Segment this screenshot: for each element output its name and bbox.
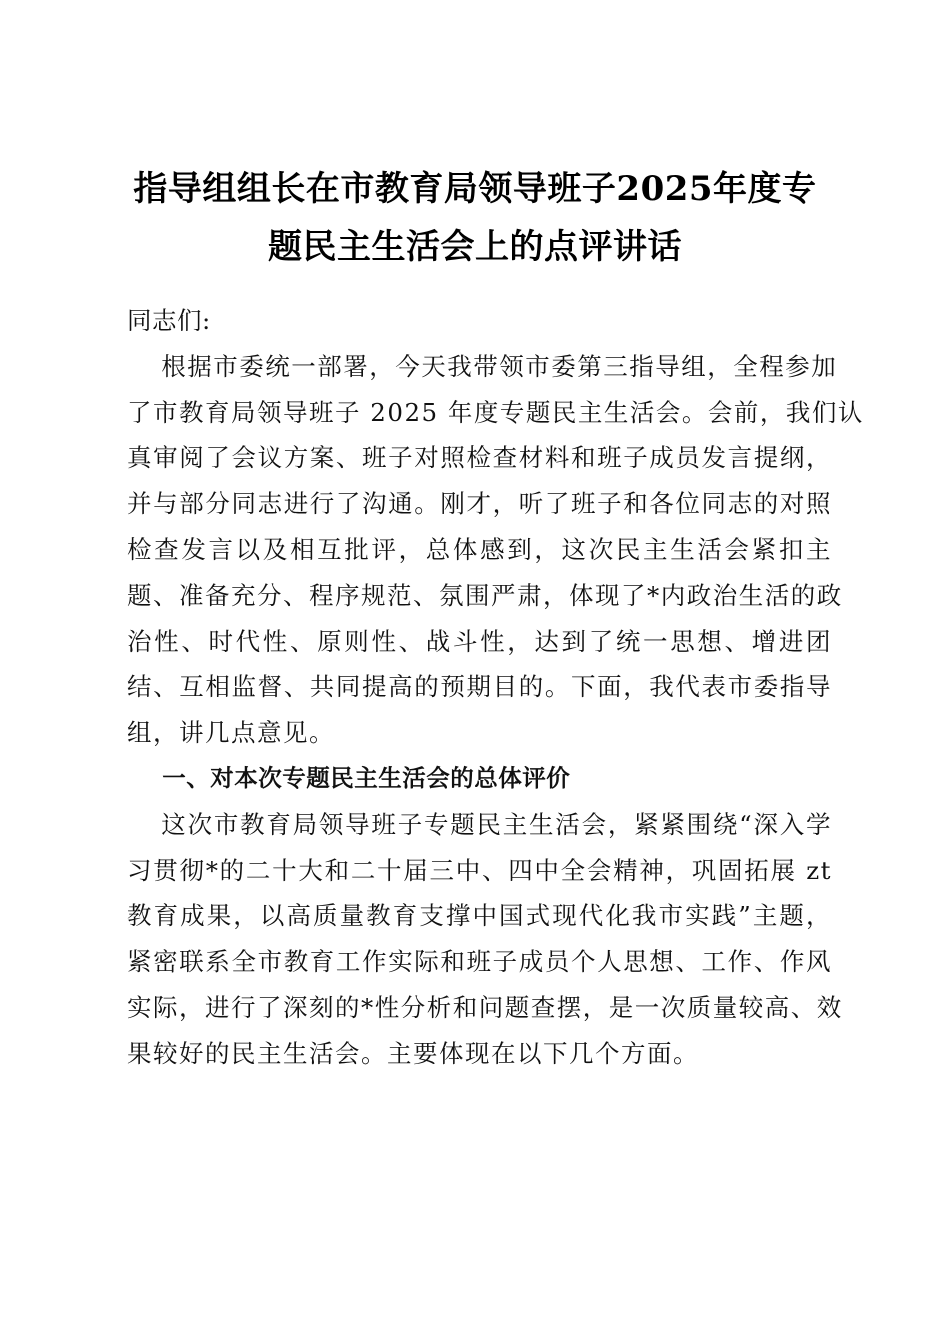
paragraph-2-line: 实际，进行了深刻的*性分析和问题查摆，是一次质量较高、效 — [127, 992, 843, 1022]
paragraph-1-line: 治性、时代性、原则性、战斗性，达到了统一思想、增进团 — [127, 626, 832, 656]
paragraph-2-line: 习贯彻*的二十大和二十届三中、四中全会精神，巩固拓展 zt — [127, 855, 832, 885]
paragraph-2 — [127, 802, 843, 1077]
paragraph-1-line: 检查发言以及相互批评，总体感到，这次民主生活会紧扣主 — [127, 534, 832, 564]
paragraph-2-line: 果较好的民主生活会。主要体现在以下几个方面。 — [127, 1038, 699, 1068]
paragraph-2-line: 教育成果，以高质量教育支撑中国式现代化我市实践”主题， — [127, 901, 832, 931]
title-line-2: 题民主生活会上的点评讲话 — [268, 227, 682, 267]
paragraph-1-line: 真审阅了会议方案、班子对照检查材料和班子成员发言提纲， — [127, 443, 832, 473]
paragraph-1-line: 并与部分同志进行了沟通。刚才，听了班子和各位同志的对照 — [127, 489, 832, 519]
paragraph-1-line: 结、互相监督、共同提高的预期目的。下面，我代表市委指导 — [127, 672, 832, 702]
document-body — [127, 298, 864, 1077]
paragraph-1 — [127, 344, 864, 756]
section-heading-1: 一、对本次专题民主生活会的总体评价 — [162, 763, 571, 792]
title-line-1: 指导组组长在市教育局领导班子2025年度专 — [133, 169, 817, 209]
paragraph-1-line: 题、准备充分、程序规范、氛围严肃，体现了*内政治生活的政 — [127, 580, 843, 610]
paragraph-1-line: 组，讲几点意见。 — [127, 718, 335, 748]
paragraph-1-line: 根据市委统一部署，今天我带领市委第三指导组，全程参加 — [161, 351, 838, 381]
paragraph-1-line: 了市教育局领导班子 2025 年度专题民主生活会。会前，我们认 — [127, 397, 864, 427]
paragraph-2-line: 紧密联系全市教育工作实际和班子成员个人思想、工作、作风 — [127, 947, 832, 977]
paragraph-2-line: 这次市教育局领导班子专题民主生活会，紧紧围绕“深入学 — [161, 809, 832, 839]
greeting: 同志们: — [127, 306, 211, 335]
document-title — [100, 160, 850, 276]
